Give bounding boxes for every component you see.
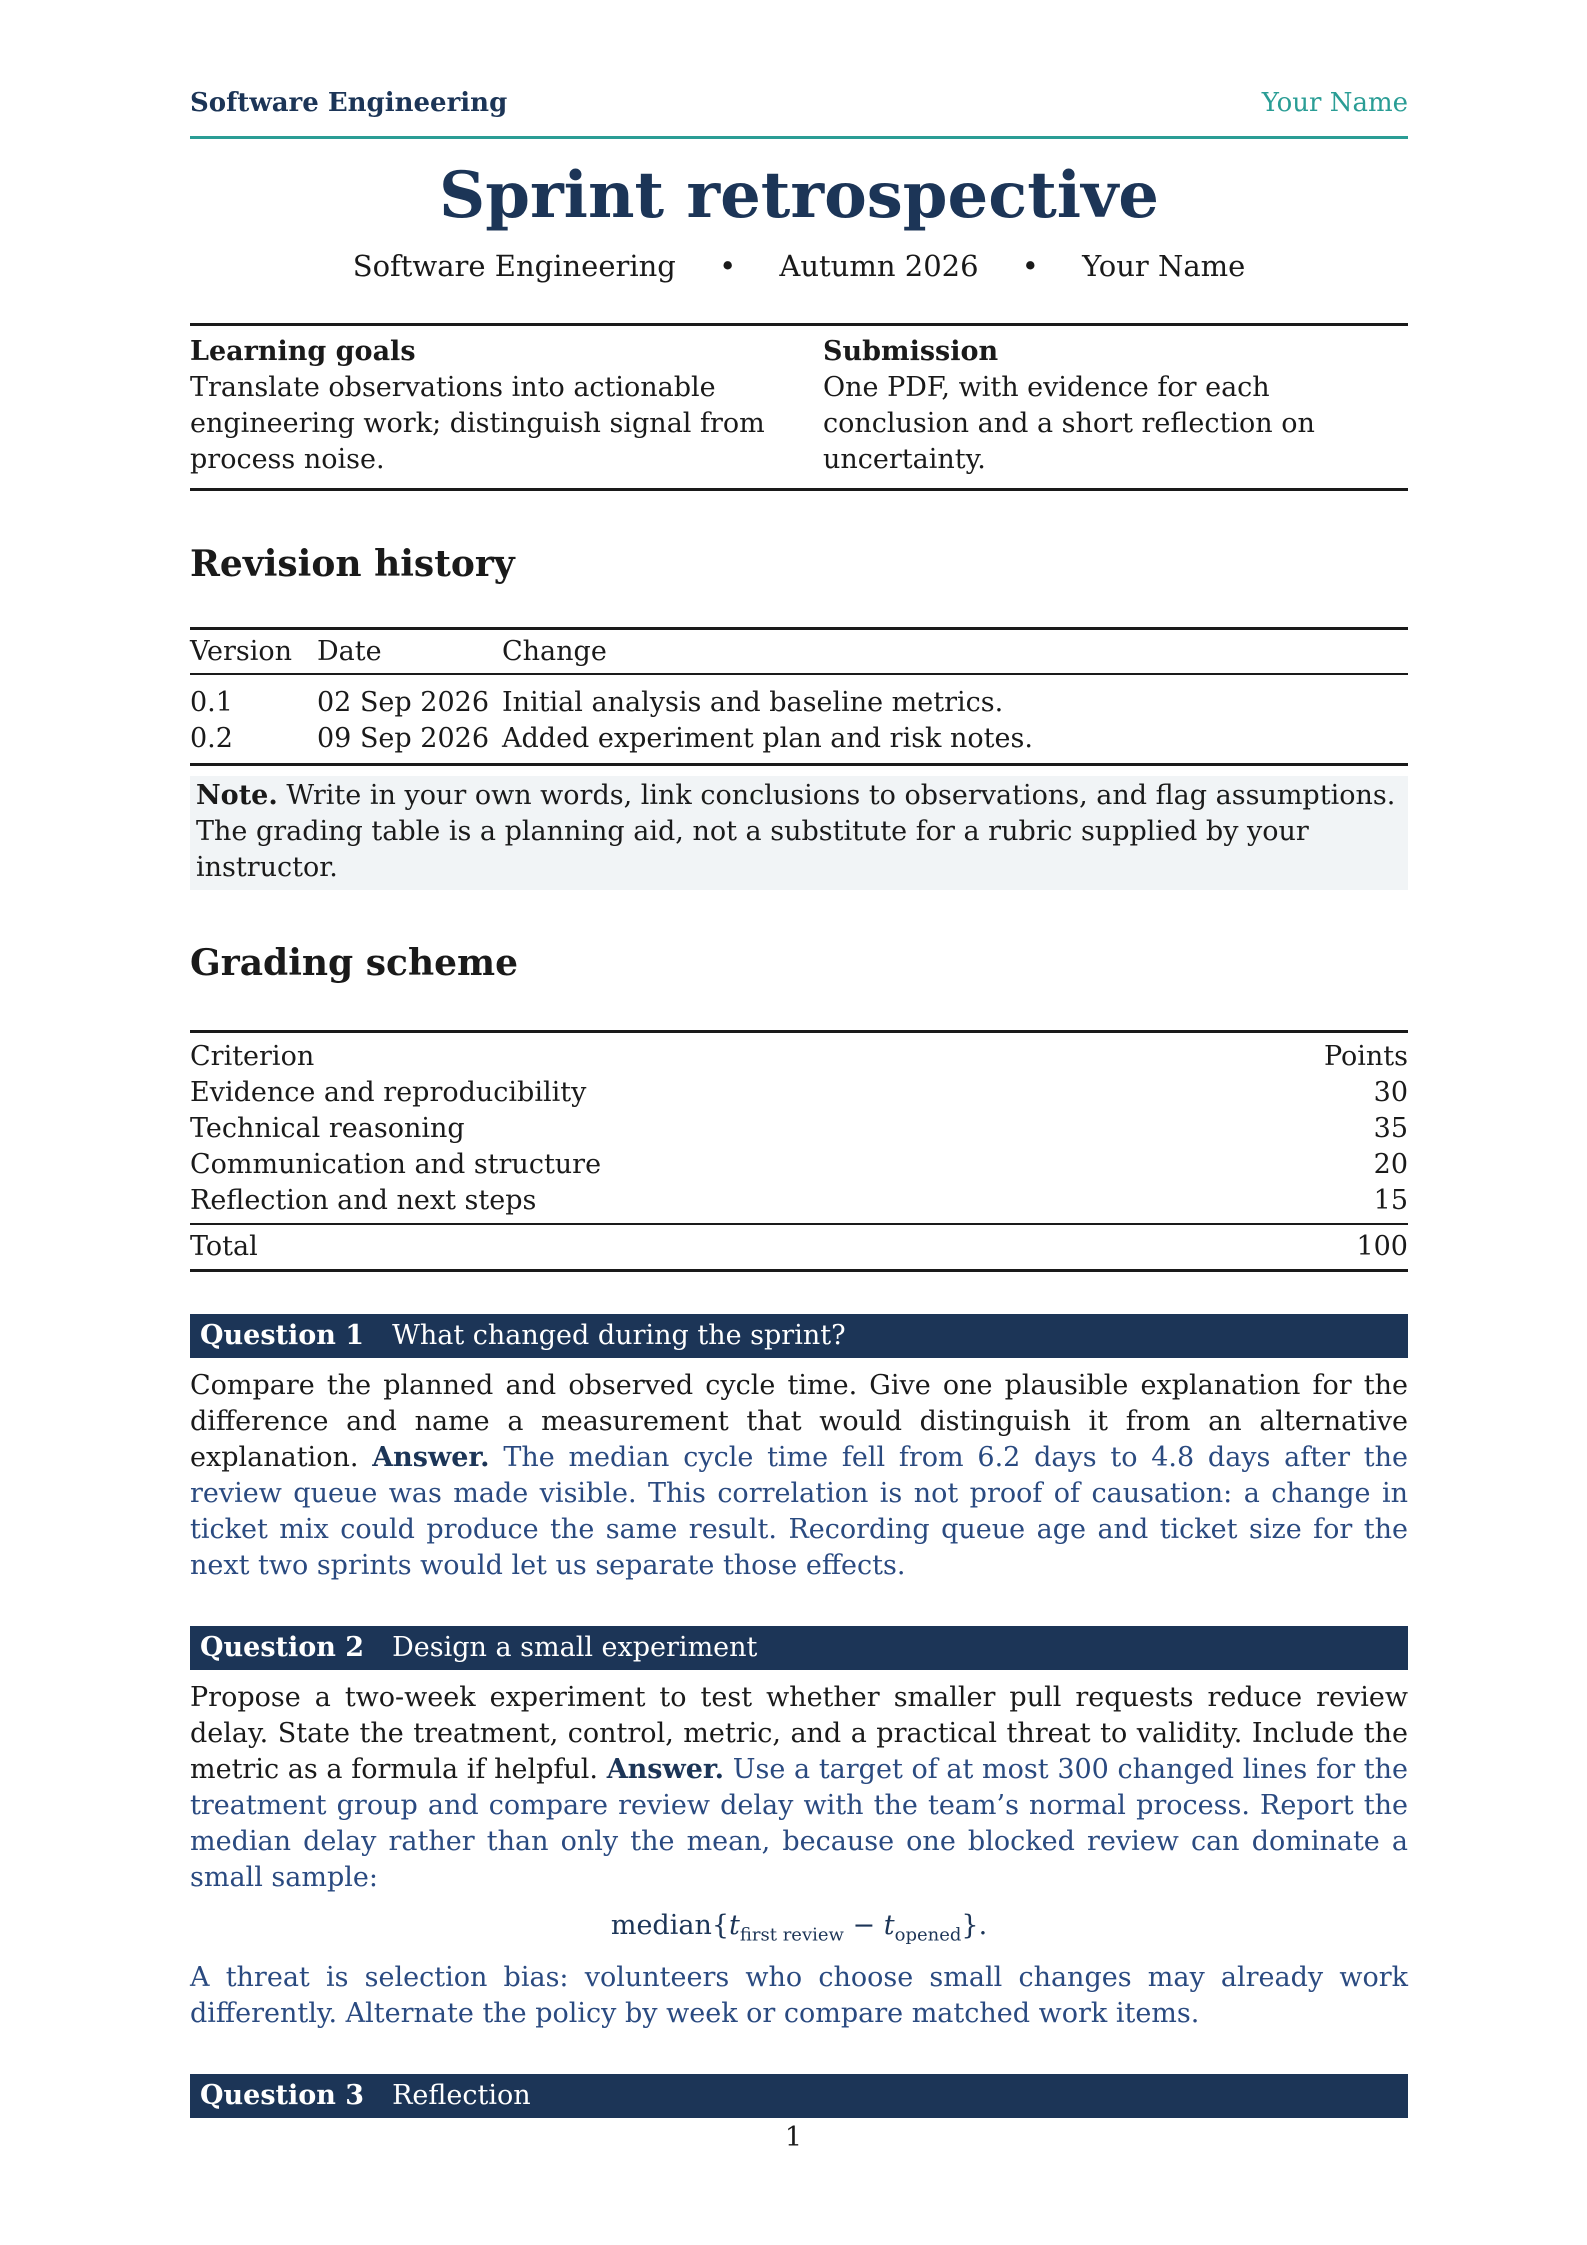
header-name: Your Name [1261, 88, 1408, 118]
submission-title: Submission [823, 336, 999, 368]
table-header-row [190, 1032, 1408, 1076]
note-box [190, 776, 1408, 890]
answer-text: A threat is selection bias: volunteers who choose small changes may already work differently. Alternate the policy by week or compare matched work items. [190, 1961, 1408, 2029]
table-cell: Reflection and next steps [190, 1183, 1201, 1224]
formula-function: median [610, 1910, 712, 1942]
question-number: Question 3 [200, 2079, 365, 2111]
total-row [190, 1224, 1408, 1271]
table-row [190, 1183, 1408, 1224]
table-header-row [190, 629, 1408, 675]
page-title: Sprint retrospective [438, 158, 1160, 233]
answer-label: Answer. [606, 1754, 725, 1786]
revision-history-heading: Revision history [190, 543, 515, 586]
table-cell: 20 [1373, 1149, 1408, 1181]
question-title: What changed during the sprint? [392, 1320, 846, 1352]
goals-box [190, 323, 1408, 491]
table-row [190, 721, 1408, 765]
column-header: Change [502, 629, 1408, 675]
formula-operator: − [852, 1910, 876, 1942]
page-number: 1 [784, 2122, 803, 2153]
revision-table [190, 627, 1408, 766]
note-label: Note. [196, 780, 278, 812]
table-row [190, 1111, 1408, 1147]
question-title: Design a small experiment [392, 1632, 758, 1664]
question-2-bar [190, 1626, 1408, 1670]
question-2-body [190, 1680, 1408, 1896]
formula-variable: t [883, 1910, 895, 1942]
question-number: Question 2 [200, 1632, 365, 1664]
table-cell: 02 Sep 2026 [317, 687, 489, 719]
table-cell: Initial analysis and baseline metrics. [502, 687, 1004, 719]
formula-variable: t [729, 1910, 740, 1942]
page-content [190, 88, 1408, 2118]
table-cell: Added experiment plan and risk notes. [502, 721, 1408, 765]
grading-scheme-heading: Grading scheme [190, 942, 519, 985]
formula-subscript: opened [894, 1924, 962, 1946]
total-value: 100 [1201, 1224, 1408, 1271]
column-header: Version [190, 629, 317, 675]
answer-label: Answer. [372, 1442, 490, 1474]
total-label: Total [190, 1224, 1201, 1271]
learning-goals-title: Learning goals [190, 336, 416, 368]
column-header: Criterion [190, 1032, 1201, 1076]
question-1-bar [190, 1314, 1408, 1358]
table-cell: 15 [1201, 1183, 1408, 1224]
question-2-body-continued [190, 1960, 1408, 2032]
subtitle-name: Your Name [1082, 249, 1246, 284]
learning-goals [190, 334, 775, 478]
column-header: Date [317, 629, 502, 675]
question-title: Reflection [392, 2079, 531, 2111]
subtitle-course: Software Engineering [352, 249, 676, 284]
submission [823, 334, 1408, 478]
running-header [190, 88, 1408, 139]
learning-goals-text: Translate observations into actionable engineering work; distinguish signal from process noise. [190, 372, 765, 476]
subtitle-separator: • [1021, 249, 1039, 284]
answer-text: Use a target of at most 300 changed lines for the treatment group and compare review delay with the team’s normal process. Report the median delay rather than only the mean, because one blocked review can dominate a small sample: [190, 1754, 1409, 1894]
answer-text: The median cycle time fell from 6.2 days to 4.8 days after the review queue was made visible. This correlation is not proof of causation: a change in ticket mix could produce the same result. Recording queue age and ticket size for the next two sprints would let us separate those effects. [190, 1442, 1408, 1582]
question-3-bar [190, 2074, 1408, 2118]
formula-subscript: first review [739, 1924, 844, 1946]
subtitle-separator: • [719, 249, 737, 284]
table-cell: Evidence and reproducibility [190, 1077, 587, 1109]
table-cell: 0.2 [190, 721, 317, 765]
note-text: Write in your own words, link conclusions to observations, and flag assumptions. The grading table is a planning aid, not a substitute for a rubric supplied by your instructor. [196, 780, 1396, 884]
table-row [190, 1075, 1408, 1111]
table-cell: Technical reasoning [190, 1113, 465, 1145]
table-row [190, 1147, 1408, 1183]
grading-table [190, 1030, 1408, 1272]
question-prompt: Compare the planned and observed cycle time. Give one plausible explanation for the difference and name a measurement that would distinguish it from an alternative explanation. [190, 1370, 1408, 1474]
header-course: Software Engineering [190, 88, 508, 118]
table-cell: 35 [1373, 1113, 1408, 1145]
submission-text: One PDF, with evidence for each conclusion and a short reflection on uncertainty. [823, 372, 1315, 476]
subtitle [190, 249, 1408, 283]
table-cell: 09 Sep 2026 [317, 721, 502, 765]
subtitle-term: Autumn 2026 [779, 249, 979, 284]
table-cell: Communication and structure [190, 1149, 602, 1181]
column-header: Points [1201, 1032, 1408, 1076]
table-cell: 30 [1373, 1077, 1408, 1109]
table-row [190, 674, 1408, 721]
question-1-body [190, 1368, 1408, 1584]
table-cell: 0.1 [190, 687, 233, 719]
median-formula: $median\{t_{first review} - t_{opened}\}$. [610, 1910, 988, 1946]
question-prompt: Propose a two-week experiment to test whether smaller pull requests reduce review delay. State the treatment, control, metric, and a practical threat to validity. Include the metric as a formula if helpful. [190, 1682, 1408, 1786]
question-number: Question 1 [200, 1320, 365, 1352]
